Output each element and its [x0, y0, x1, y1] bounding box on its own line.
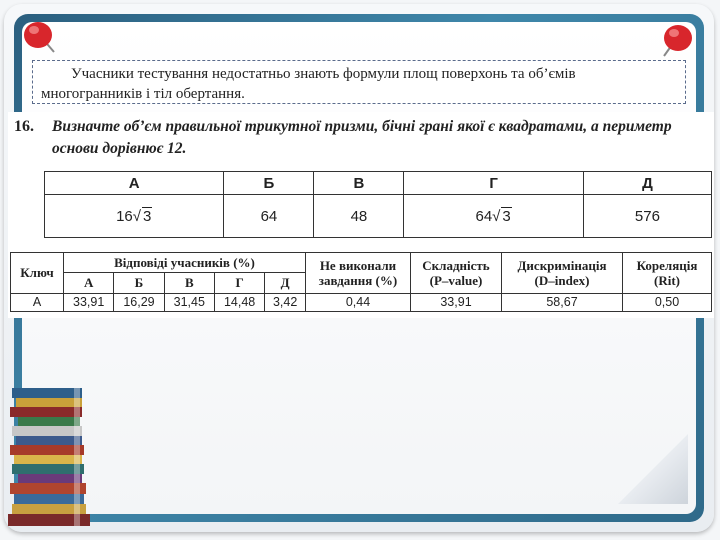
responses-header: Відповіді учасників (%)	[64, 253, 306, 273]
response-pct: 16,29	[114, 293, 164, 311]
not-done-value: 0,44	[306, 293, 411, 311]
page-curl	[618, 434, 688, 504]
red-pushpin-icon	[656, 20, 696, 60]
option-value-e: 576	[583, 195, 711, 238]
question-number: 16.	[14, 118, 34, 135]
option-subheader: А	[64, 272, 114, 293]
difficulty-header: Складність (P–value)	[411, 253, 502, 294]
option-header: Б	[224, 172, 314, 195]
question-text: Визначте об’єм правильної трикутної призми, бічні грані якої є квадратами, а периметр основи дорівнює 12.	[52, 118, 672, 157]
option-subheader: Д	[265, 272, 306, 293]
red-pushpin-icon	[20, 16, 60, 56]
not-done-header: Не виконали завдання (%)	[306, 253, 411, 294]
option-header: А	[45, 172, 224, 195]
option-value-b: 64	[224, 195, 314, 238]
option-header: Д	[583, 172, 711, 195]
option-subheader: В	[164, 272, 214, 293]
key-value: А	[11, 293, 64, 311]
option-header: Г	[404, 172, 583, 195]
note-box	[32, 60, 686, 104]
task-scan	[8, 112, 714, 318]
option-value-c: 48	[314, 195, 404, 238]
statistics-table	[10, 252, 712, 312]
option-value-d: 64√ 3	[404, 195, 583, 238]
option-value-a: 16√ 3	[45, 195, 224, 238]
option-header: В	[314, 172, 404, 195]
difficulty-value: 33,91	[411, 293, 502, 311]
option-subheader: Б	[114, 272, 164, 293]
response-pct: 3,42	[265, 293, 306, 311]
key-header: Ключ	[11, 253, 64, 294]
discrimination-value: 58,67	[502, 293, 623, 311]
correlation-value: 0,50	[623, 293, 712, 311]
correlation-header: Кореляція (Rit)	[623, 253, 712, 294]
response-pct: 33,91	[64, 293, 114, 311]
response-pct: 14,48	[214, 293, 264, 311]
note-text: Учасники тестування недостатньо знають формули площ поверхонь та об’ємів многогранників і тіл обертання.	[41, 66, 576, 102]
discrimination-header: Дискримінація (D–index)	[502, 253, 623, 294]
answer-options-table	[44, 171, 712, 238]
response-pct: 31,45	[164, 293, 214, 311]
book-stack-icon	[4, 382, 100, 532]
option-subheader: Г	[214, 272, 264, 293]
